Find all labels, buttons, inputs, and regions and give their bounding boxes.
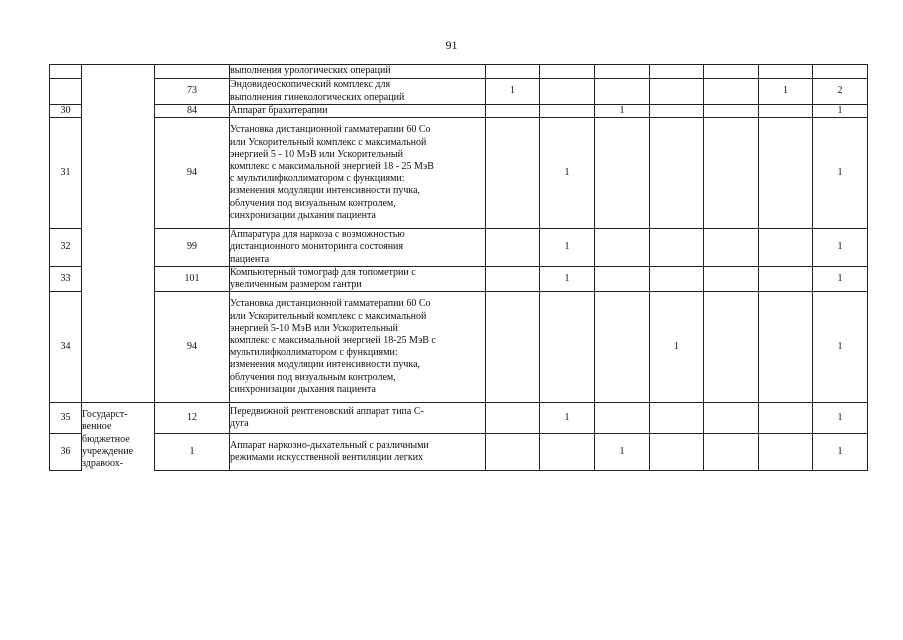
quantity-cell (759, 403, 813, 434)
quantity-cell (486, 229, 540, 267)
description-line: облучения под визуальным контролем, (230, 197, 396, 209)
description-line: с мультилифколлиматором с функциями: (230, 173, 405, 185)
quantity-cell (759, 65, 813, 79)
org-name-line: венное (82, 421, 112, 433)
item-index: 84 (155, 105, 230, 118)
description-line: режимами искусственной вентиляции легких (230, 451, 424, 463)
total-cell: 1 (813, 229, 868, 267)
quantity-cell (540, 292, 595, 403)
table-row (50, 65, 868, 79)
item-description (230, 65, 486, 79)
quantity-cell: 1 (759, 79, 813, 105)
quantity-cell (759, 118, 813, 229)
table-row (50, 266, 868, 291)
total-cell (813, 65, 868, 79)
quantity-cell (650, 229, 704, 267)
table-row (50, 105, 868, 118)
row-number: 33 (50, 266, 82, 291)
page-number: 91 (445, 38, 458, 52)
description-line: синхронизации дыхания пациента (230, 209, 376, 221)
description-line: или Ускорительный комплекс с максимальной (230, 310, 427, 322)
quantity-cell (704, 118, 759, 229)
item-description (230, 118, 486, 229)
description-line: комплекс с максимальной энергией 18-25 МэВ с (230, 335, 436, 347)
item-description (230, 434, 486, 471)
description-line: выполнения гинекологических операций (230, 91, 405, 103)
quantity-cell: 1 (650, 292, 704, 403)
description-line: дистанционного мониторинга состояния (230, 241, 404, 253)
org-name-line: бюджетное (82, 433, 130, 445)
description-line: дуга (230, 418, 249, 430)
description-line: изменения модуляции интенсивности пучка, (230, 359, 421, 371)
description-line: Эндовидеоскопический комплекс для (230, 79, 391, 91)
description-line: изменения модуляции интенсивности пучка, (230, 185, 421, 197)
quantity-cell (486, 403, 540, 434)
quantity-cell (540, 79, 595, 105)
quantity-cell (595, 229, 650, 267)
total-cell: 1 (813, 118, 868, 229)
item-index (155, 65, 230, 79)
quantity-cell: 1 (595, 105, 650, 118)
row-number: 35 (50, 403, 82, 434)
table-row (50, 79, 868, 105)
item-index: 101 (155, 266, 230, 291)
quantity-cell (486, 118, 540, 229)
quantity-cell: 1 (540, 118, 595, 229)
table-row (50, 434, 868, 471)
item-index: 12 (155, 403, 230, 434)
quantity-cell (704, 292, 759, 403)
quantity-cell (650, 118, 704, 229)
quantity-cell (650, 79, 704, 105)
quantity-cell: 1 (540, 403, 595, 434)
total-cell: 1 (813, 434, 868, 471)
item-index: 94 (155, 292, 230, 403)
equipment-table (49, 64, 868, 471)
quantity-cell (595, 118, 650, 229)
row-number: 34 (50, 292, 82, 403)
total-cell: 1 (813, 105, 868, 118)
item-description (230, 105, 486, 118)
description-line: Установка дистанционной гамматерапии 60 Со (230, 298, 431, 310)
org-cell (82, 105, 155, 118)
table-row (50, 229, 868, 267)
item-description (230, 403, 486, 434)
item-index: 99 (155, 229, 230, 267)
quantity-cell: 1 (486, 79, 540, 105)
quantity-cell (704, 65, 759, 79)
description-line: или Ускорительный комплекс с максимальной (230, 136, 427, 148)
org-name-line: здравоох- (82, 458, 124, 470)
org-name-line: учреждение (82, 445, 134, 457)
quantity-cell (759, 229, 813, 267)
total-cell: 1 (813, 266, 868, 291)
org-name-cell (82, 403, 155, 471)
quantity-cell (650, 403, 704, 434)
quantity-cell (540, 434, 595, 471)
quantity-cell (650, 266, 704, 291)
table-row (50, 118, 868, 229)
description-line: Передвижной рентгеновский аппарат типа С- (230, 405, 424, 417)
quantity-cell (540, 105, 595, 118)
quantity-cell (759, 105, 813, 118)
quantity-cell (486, 65, 540, 79)
item-index: 94 (155, 118, 230, 229)
quantity-cell (650, 105, 704, 118)
quantity-cell (759, 292, 813, 403)
org-cell (82, 65, 155, 79)
quantity-cell (595, 65, 650, 79)
description-line: Установка дистанционной гамматерапии 60 Со (230, 124, 431, 136)
quantity-cell (595, 266, 650, 291)
description-line: увеличенным размером гантри (230, 279, 362, 291)
quantity-cell (486, 434, 540, 471)
row-number (50, 79, 82, 105)
item-description (230, 79, 486, 105)
description-line: выполнения урологических операций (230, 65, 391, 77)
quantity-cell (759, 266, 813, 291)
quantity-cell (704, 266, 759, 291)
description-line: Аппарат брахитерапии (230, 105, 328, 116)
quantity-cell (595, 292, 650, 403)
description-line: облучения под визуальным контролем, (230, 371, 396, 383)
table-row (50, 403, 868, 434)
total-cell: 2 (813, 79, 868, 105)
item-description (230, 292, 486, 403)
description-line: мультилифколлиматором с функциями: (230, 347, 398, 359)
quantity-cell (595, 79, 650, 105)
quantity-cell (486, 292, 540, 403)
item-description (230, 266, 486, 291)
description-line: энергией 5-10 МэВ или Ускорительный (230, 322, 399, 334)
row-number: 31 (50, 118, 82, 229)
row-number (50, 65, 82, 79)
quantity-cell (759, 434, 813, 471)
quantity-cell: 1 (540, 229, 595, 267)
org-cell (82, 79, 155, 105)
quantity-cell (704, 403, 759, 434)
table-row (50, 292, 868, 403)
org-name-line: Государст- (82, 409, 128, 421)
description-line: пациента (230, 253, 270, 265)
description-line: комплекс с максимальной энергией 18 - 25 МэВ (230, 161, 434, 172)
quantity-cell: 1 (595, 434, 650, 471)
total-cell: 1 (813, 292, 868, 403)
quantity-cell (704, 79, 759, 105)
org-cell (82, 229, 155, 267)
table-body (50, 65, 868, 471)
total-cell: 1 (813, 403, 868, 434)
quantity-cell (704, 434, 759, 471)
row-number: 36 (50, 434, 82, 471)
description-line: Аппаратура для наркоза с возможностью (230, 229, 405, 241)
quantity-cell (704, 105, 759, 118)
quantity-cell (595, 403, 650, 434)
quantity-cell (540, 65, 595, 79)
quantity-cell (486, 266, 540, 291)
org-cell (82, 292, 155, 403)
row-number: 30 (50, 105, 82, 118)
quantity-cell (650, 65, 704, 79)
quantity-cell (650, 434, 704, 471)
description-line: Компьютерный томограф для топометрии с (230, 266, 416, 278)
item-index: 1 (155, 434, 230, 471)
quantity-cell (486, 105, 540, 118)
description-line: Аппарат наркозно-дыхательный с различными (230, 439, 429, 451)
quantity-cell: 1 (540, 266, 595, 291)
org-cell (82, 266, 155, 291)
description-line: синхронизации дыхания пациента (230, 383, 376, 395)
description-line: энергией 5 - 10 МэВ или Ускорительный (230, 148, 404, 160)
quantity-cell (704, 229, 759, 267)
item-description (230, 229, 486, 267)
org-cell (82, 118, 155, 229)
row-number: 32 (50, 229, 82, 267)
item-index: 73 (155, 79, 230, 105)
